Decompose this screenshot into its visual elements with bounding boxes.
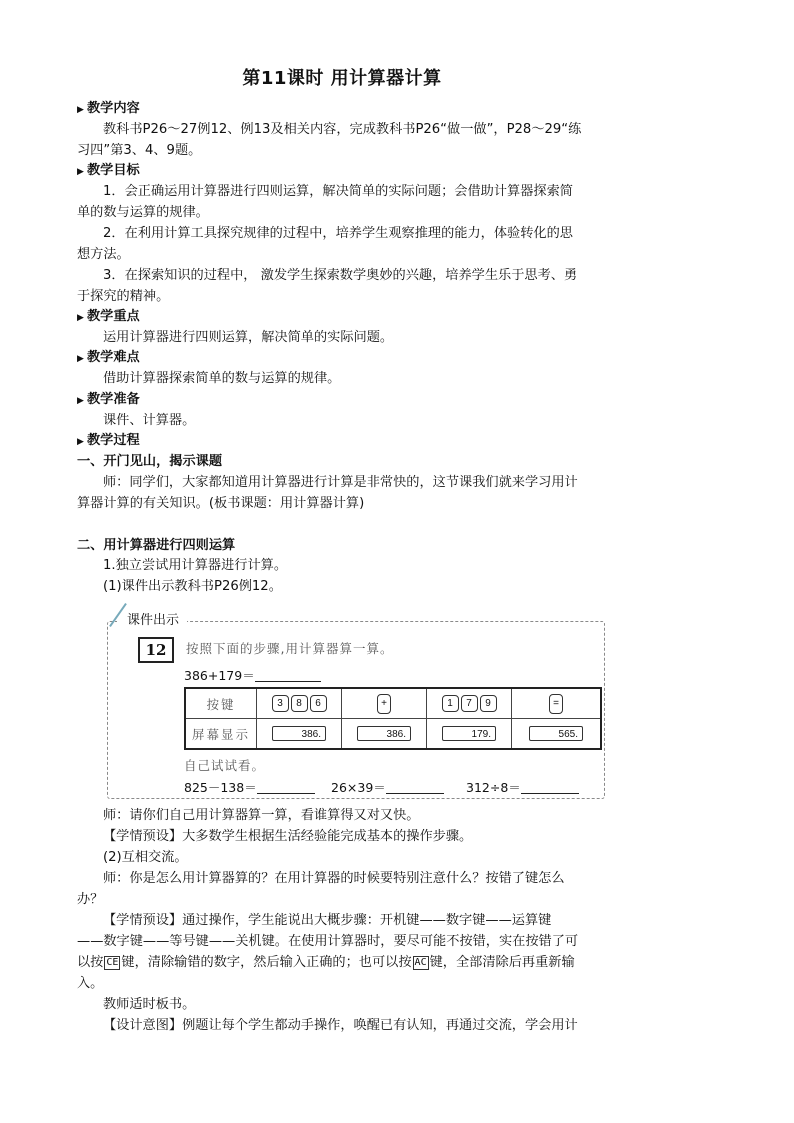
triangle-icon: ▶ [77,437,84,447]
process-part1-line-1: 师：同学们，大家都知道用计算器进行计算是非常快的，这节课我们就来学习用计 [103,475,578,490]
problem-1: 825－138＝ [184,778,315,796]
screen-row [185,719,601,750]
process-part1-line-2: 算器计算的有关知识。(板书课题：用计算器计算) [77,496,365,511]
screen-cell-3 [427,719,512,750]
courseware-tab: 课件出示 [117,611,187,631]
after-line-7: 【设计意图】例题让每个学生都动手操作，唤醒已有认知，再通过交流，学会用计 [103,1018,578,1033]
keys-group-3 [427,688,512,719]
keys-group-1 [257,688,342,719]
problem-3: 312÷8＝ [466,778,579,796]
process-part2-heading: 二、用计算器进行四则运算 [77,538,236,553]
screen-cell-1 [257,719,342,750]
calc-key-9: 9 [480,695,497,712]
process-part2-step-2: (1)课件出示教科书P26例12。 [103,579,282,594]
example-equation: 386+179＝ [184,666,321,684]
calc-key-equals: = [549,694,563,714]
after-line-1: 师：请你们自己用计算器算一算，看谁算得又对又快。 [103,808,420,823]
difficulties-text: 借助计算器探索简单的数与运算的规律。 [103,371,341,386]
screen-cell-2 [342,719,427,750]
answer-blank [257,781,315,794]
key-points-text: 运用计算器进行四则运算，解决简单的实际问题。 [103,330,394,345]
example-number: 12 [138,637,174,663]
process-part2-step-1: 1.独立尝试用计算器进行计算。 [103,558,288,573]
triangle-icon: ▶ [77,354,84,364]
after-line-4a: 师：你是怎么用计算器算的？在用计算器的时候要特别注意什么？按错了键怎么 [103,871,565,886]
calc-key-3: 3 [272,695,289,712]
goal3-line-1: 3．在探索知识的过程中， 激发学生探索数学奥妙的兴趣，培养学生乐于思考、勇 [103,268,578,283]
calc-display: 565. [529,726,583,741]
after-line-6: 教师适时板书。 [103,997,196,1012]
keys-group-4 [512,688,602,719]
process-part1-heading: 一、开门见山，揭示课题 [77,454,223,469]
keys-row [185,688,601,719]
calc-key-8: 8 [291,695,308,712]
calc-display: 179. [442,726,496,741]
calc-key-7: 7 [461,695,478,712]
heading-content: ▶ 教学内容 [77,99,607,120]
preparation-text: 课件、计算器。 [103,413,196,428]
tab-accent-icon [109,603,127,627]
goal1-line-1: 1．会正确运用计算器进行四则运算，解决简单的实际问题；会借助计算器探索简 [103,184,573,199]
goal2-line-1: 2．在利用计算工具探究规律的过程中，培养学生观察推理的能力，体验转化的思 [103,226,573,241]
content-line-1: 教科书P26～27例12、例13及相关内容，完成教科书P26“做一做”，P28～29“练 [103,122,582,137]
after-line-5d: 入。 [77,976,104,991]
try-yourself: 自己试试看。 [184,758,266,773]
goal1-line-2: 单的数与运算的规律。 [77,205,209,220]
ce-key-icon: CE [106,957,119,968]
triangle-icon: ▶ [77,167,84,177]
after-line-5b: ——数字键——等号键——关机键。在使用计算器时，要尽可能不按错，实在按错了可 [77,934,579,949]
heading-key-points: ▶ 教学重点 [77,307,607,328]
heading-process: ▶ 教学过程 [77,431,607,452]
calc-key-plus: + [377,694,391,714]
problem-2: 26×39＝ [331,778,444,796]
keys-group-2 [342,688,427,719]
steps-table [184,687,602,750]
answer-blank [521,781,579,794]
after-line-5a: 【学情预设】通过操作，学生能说出大概步骤：开机键——数字键——运算键 [103,913,552,928]
after-line-5c: 以按 CE 键，清除输错的数字，然后输入正确的；也可以按 AC 键，全部清除后再重新输 [77,955,575,970]
triangle-icon: ▶ [77,105,84,115]
page-title: 第11课时 用计算器计算 [242,68,442,89]
calc-key-6: 6 [310,695,327,712]
answer-blank [386,781,444,794]
after-line-4b: 办？ [77,892,104,907]
calc-display: 386. [272,726,326,741]
ac-key-icon: AC [414,957,427,968]
after-line-2: 【学情预设】大多数学生根据生活经验能完成基本的操作步骤。 [103,829,473,844]
courseware-box [107,609,605,799]
goal3-line-2: 于探究的精神。 [77,289,170,304]
screen-cell-4 [512,719,602,750]
heading-goals: ▶ 教学目标 [77,161,607,182]
calc-key-1: 1 [442,695,459,712]
heading-difficulties: ▶ 教学难点 [77,348,607,369]
calc-display: 386. [357,726,411,741]
goal2-line-2: 想方法。 [77,247,130,262]
after-line-3: (2)互相交流。 [103,850,188,865]
triangle-icon: ▶ [77,396,84,406]
row-label-screen: 屏幕显示 [185,719,257,750]
row-label-keys: 按键 [185,688,257,719]
example-instruction: 按照下面的步骤,用计算器算一算。 [186,641,394,656]
content-line-2: 习四”第3、4、9题。 [77,143,202,158]
answer-blank [255,669,321,682]
heading-preparation: ▶ 教学准备 [77,390,607,411]
triangle-icon: ▶ [77,313,84,323]
